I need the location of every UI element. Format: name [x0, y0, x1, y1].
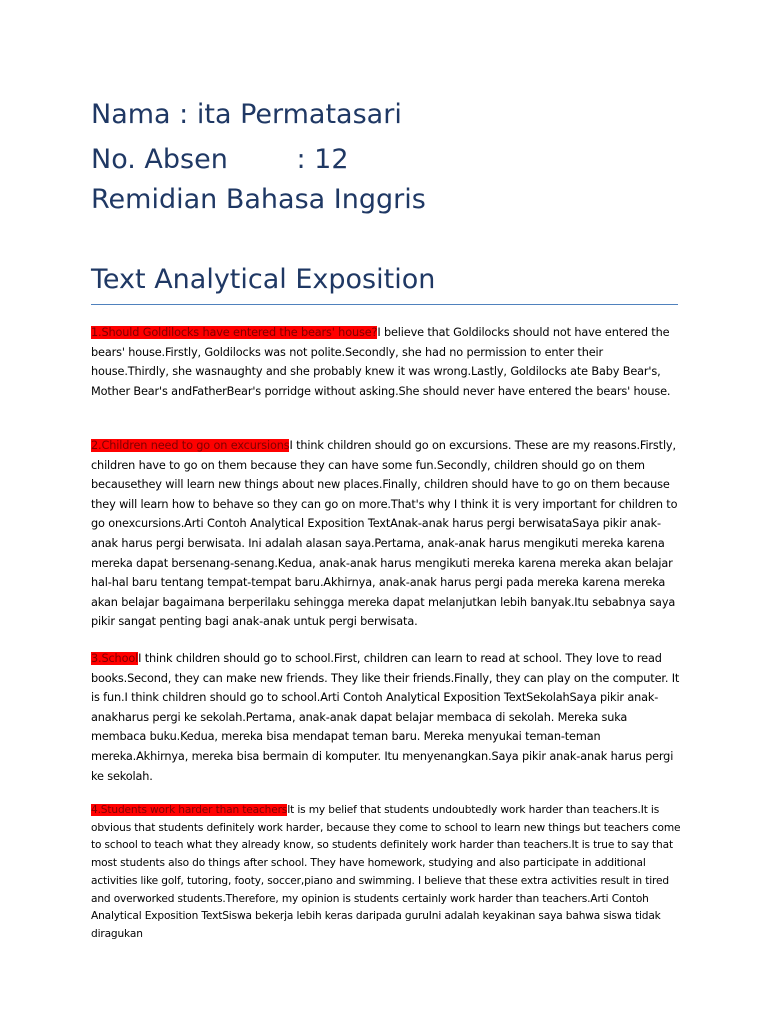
section-highlight-heading: 3.School — [91, 652, 139, 665]
student-name: Nama : ita Permatasari — [91, 99, 402, 130]
section-paragraph — [91, 802, 681, 944]
section-body: It is my belief that students undoubtedly work harder than teachers.It is obvious that students definitely work harder, because they come to school to learn new things but teachers come to school to teach what they already know, so students definitely work harder than teachers.It is true to say that most students also do things after school. They have homework, studying and also participate in additional activities like golf, tutoring, footy, soccer,piano and swimming. I believe that these extra activities result in tired and overworked students.Therefore, my opinion is students certainly work harder than teachers.Arti Contoh Analytical Exposition TextSiswa bekerja lebih keras daripada guruIni adalah keyakinan saya bahwa siswa tidak diragukan — [91, 804, 681, 940]
section-paragraph — [91, 323, 681, 401]
subject-line: Remidian Bahasa Inggris — [91, 184, 426, 215]
section-body: I think children should go on excursions. These are my reasons.Firstly, children have to go on them because they can have some fun.Secondly, children should go on them becausethey will learn new things about new places.Finally, children should have to go on them because they will learn how to behave so they can go on more.That's why I think it is very important for children to go onexcursions.Arti Contoh Analytical Exposition TextAnak-anak harus pergi berwisataSaya pikir anak-anak harus pergi berwisata. Ini adalah alasan saya.Pertama, anak-anak harus mengikuti mereka karena mereka dapat bersenang-senang.Kedua, anak-anak harus mengikuti mereka karena mereka akan belajar hal-hal baru tentang tempat-tempat baru.Akhirnya, anak-anak harus pergi pada mereka karena mereka akan belajar bagaimana berperilaku sehingga mereka dapat melanjutkan lebih banyak.Itu sebabnya saya pikir sangat penting bagi anak-anak untuk pergi berwisata. — [91, 439, 678, 629]
section-highlight-heading: 4.Students work harder than teachers — [91, 804, 288, 816]
section-paragraph — [91, 649, 681, 786]
title-underline — [91, 304, 678, 305]
student-number: No. Absen : 12 — [91, 144, 349, 175]
section-highlight-heading: 1.Should Goldilocks have entered the bears' house? — [91, 326, 378, 339]
section-highlight-heading: 2.Children need to go on excursions — [91, 439, 290, 452]
section-body: I think children should go to school.First, children can learn to read at school. They love to read books.Second, they can make new friends. They like their friends.Finally, they can play on the computer. It is fun.I think children should go to school.Arti Contoh Analytical Exposition TextSekolahSaya pikir anak-anakharus pergi ke sekolah.Pertama, anak-anak dapat belajar membaca di sekolah. Mereka suka membaca buku.Kedua, mereka bisa mendapat teman baru. Mereka menyukai teman-teman mereka.Akhirnya, mereka bisa bermain di komputer. Itu menyenangkan.Saya pikir anak-anak harus pergi ke sekolah. — [91, 652, 680, 783]
section-body: I believe that Goldilocks should not have entered the bears' house.Firstly, Goldilocks was not polite.Secondly, she had no permission to enter their house.Thirdly, she wasnaughty and she probably knew it was wrong.Lastly, Goldilocks ate Baby Bear's, Mother Bear's andFatherBear's porridge without asking.She should never have entered the bears' house. — [91, 326, 671, 398]
section-paragraph — [91, 436, 681, 632]
document-title: Text Analytical Exposition — [91, 264, 436, 295]
